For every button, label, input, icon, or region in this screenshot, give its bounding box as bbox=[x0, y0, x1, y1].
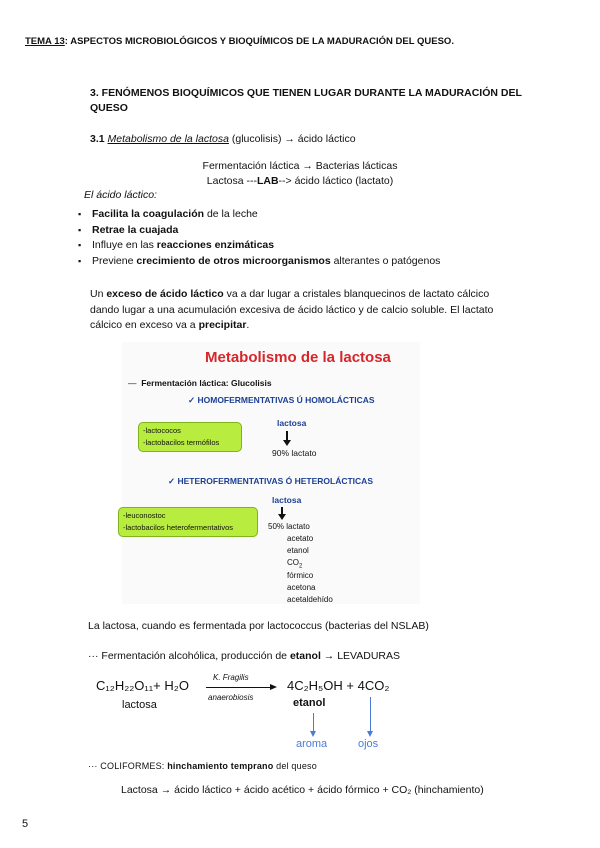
alcohol-fermentation-line bbox=[88, 650, 400, 662]
hetero-heading-text: HETEROFERMENTATIVAS Ó HETEROLÁCTICAS bbox=[177, 476, 373, 486]
hetero-product: fórmico bbox=[287, 571, 314, 580]
coliformes-line bbox=[88, 761, 317, 771]
bullet-pre: Influye en las bbox=[92, 239, 157, 251]
equation-reactant-name: lactosa bbox=[122, 699, 157, 711]
homo-organisms-box bbox=[138, 422, 242, 452]
figure-subtitle bbox=[128, 378, 272, 388]
hetero-product: acetato bbox=[287, 534, 314, 543]
subsection-num: 3.1 bbox=[90, 133, 105, 145]
organism-label: -lactococos bbox=[143, 426, 181, 435]
homo-heading-text: HOMOFERMENTATIVAS Ú HOMOLÁCTICAS bbox=[197, 395, 375, 405]
bullet-bold: crecimiento de otros microorganismos bbox=[136, 254, 331, 267]
hetero-heading bbox=[168, 476, 373, 487]
homo-heading bbox=[188, 395, 375, 406]
arrowhead-icon bbox=[270, 684, 277, 690]
list-item bbox=[78, 207, 440, 223]
acid-label: El ácido láctico: bbox=[84, 189, 157, 201]
para-text: Un bbox=[90, 288, 107, 300]
bullet-rest: de la leche bbox=[204, 208, 258, 220]
page-header bbox=[25, 36, 454, 47]
homo-product: 90% lactato bbox=[272, 448, 317, 458]
dash-icon: — bbox=[128, 378, 137, 388]
homo-substrate: lactosa bbox=[277, 418, 307, 428]
co2-text: CO bbox=[287, 558, 299, 567]
bullet-bold: Facilita la coagulación bbox=[92, 208, 205, 220]
equation-reactant: C₁₂H₂₂O₁₁+ H₂O bbox=[96, 678, 189, 693]
subsection-title: Metabolismo de la lactosa bbox=[107, 133, 229, 145]
equation-product-name: etanol bbox=[293, 697, 326, 709]
coliformes-post: del queso bbox=[273, 761, 317, 771]
arrowhead-icon bbox=[367, 731, 373, 737]
figure-title: Metabolismo de la lactosa bbox=[205, 349, 391, 366]
bullet-bold: reacciones enzimáticas bbox=[156, 239, 275, 251]
alcohol-bold: etanol bbox=[289, 650, 321, 662]
para-text: va a dar lugar a cristales blanquecinos de lactato cálcico dando lugar a una acumulación excesiva de ácido láctico y de calcio soluble. El lactato cálcico en exceso va a bbox=[90, 288, 494, 331]
arrow-down-icon bbox=[370, 697, 371, 733]
arrowhead-icon bbox=[278, 514, 286, 520]
ojos-label: ojos bbox=[358, 738, 379, 750]
arrow-down-icon bbox=[313, 713, 314, 733]
list-item bbox=[78, 223, 440, 239]
para-bold: precipitar bbox=[198, 319, 247, 331]
hetero-product: acetaldehído bbox=[287, 595, 333, 604]
organism-label: -lactobacilos termófilos bbox=[143, 438, 220, 447]
ferment-line2a: Lactosa --- bbox=[206, 175, 257, 187]
ferment-lab: LAB bbox=[256, 175, 279, 187]
header-tema: TEMA 13 bbox=[25, 36, 65, 47]
bullet-bold: Retrae la cuajada bbox=[92, 223, 179, 236]
list-item bbox=[78, 238, 440, 254]
page-number: 5 bbox=[22, 818, 29, 830]
reaction-arrow-icon bbox=[206, 687, 272, 688]
hetero-product: 50% lactato bbox=[268, 522, 310, 531]
alcohol-post: → LEVADURAS bbox=[320, 650, 401, 662]
alcohol-pre: ··· Fermentación alcohólica, producción de bbox=[88, 650, 290, 662]
ferment-line2 bbox=[0, 175, 600, 187]
subsection-rest: (glucolisis) → ácido láctico bbox=[228, 133, 356, 145]
hetero-product: etanol bbox=[287, 546, 309, 555]
checkmark-icon: ✓ bbox=[168, 476, 178, 486]
equation-product: 4C₂H₅OH + 4CO₂ bbox=[287, 678, 390, 693]
lactose-text: La lactosa, cuando es fermentada por lactococcus (bacterias del NSLAB) bbox=[88, 620, 429, 632]
ferment-line1: Fermentación láctica → Bacterias lácticas bbox=[202, 160, 398, 172]
header-rest: : ASPECTOS MICROBIOLÓGICOS Y BIOQUÍMICOS DE LA MADURACIÓN DEL QUESO. bbox=[64, 36, 454, 47]
figure-subtitle-text: Fermentación láctica: Glucolisis bbox=[141, 378, 272, 388]
hetero-organisms-box bbox=[118, 507, 258, 537]
final-reaction-line: Lactosa → ácido láctico + ácido acético + ácido fórmico + CO₂ (hinchamiento) bbox=[121, 784, 484, 796]
organism-label: -leuconostoc bbox=[123, 511, 166, 520]
co2-subscript: 2 bbox=[299, 563, 303, 570]
arrowhead-icon bbox=[283, 440, 291, 446]
coliformes-pre: ··· COLIFORMES: bbox=[88, 761, 168, 771]
section-title: 3. FENÓMENOS BIOQUÍMICOS QUE TIENEN LUGAR DURANTE LA MADURACIÓN DEL QUESO bbox=[90, 87, 522, 114]
aroma-label: aroma bbox=[296, 738, 328, 750]
subsection-heading bbox=[90, 133, 356, 145]
arrowhead-icon bbox=[310, 731, 316, 737]
equation-catalyst: K. Fragilis bbox=[213, 673, 249, 682]
para-bold: exceso de ácido láctico bbox=[106, 288, 224, 300]
equation-condition: anaerobiosis bbox=[208, 693, 254, 702]
coliformes-bold: hinchamiento temprano bbox=[167, 761, 274, 771]
list-item bbox=[78, 254, 440, 270]
bullet-rest: alterantes o patógenos bbox=[330, 254, 441, 267]
organism-label: -lactobacilos heterofermentativos bbox=[123, 523, 234, 532]
para-text: . bbox=[246, 319, 250, 331]
hetero-substrate: lactosa bbox=[272, 495, 302, 505]
bullet-pre: Previene bbox=[92, 254, 137, 267]
hetero-product: acetona bbox=[287, 583, 316, 592]
ferment-line2c: --> ácido láctico (lactato) bbox=[278, 175, 394, 187]
checkmark-icon: ✓ bbox=[188, 395, 198, 405]
excess-acid-paragraph bbox=[90, 287, 520, 334]
acid-effects-list bbox=[78, 207, 440, 269]
